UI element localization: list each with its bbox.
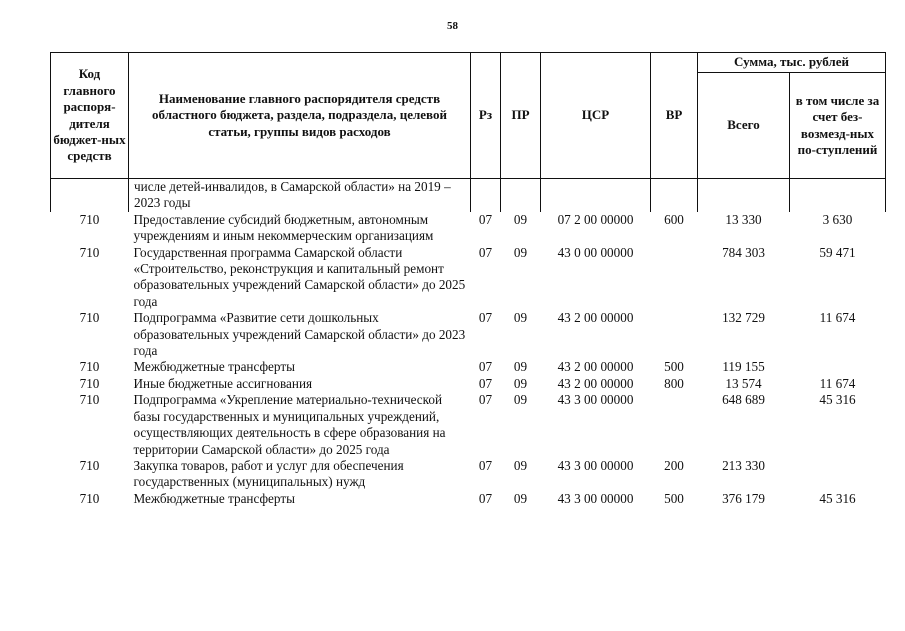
cell-gratuitous: 11 674 [819,310,856,326]
table-body [51,179,886,508]
table-row [51,458,886,491]
cell-gratuitous [790,458,886,491]
cell-vr: 200 [664,457,684,473]
col-header-sum: Сумма, тыс. рублей [698,53,886,73]
cell-rz: 07 [478,490,493,506]
col-header-name: Наименование главного распорядителя средств областного бюджета, раздела, подраздела, целевой статьи, группы видов расходов [129,53,471,179]
cell-gratuitous [790,179,886,212]
cell-total [698,179,790,212]
cell-name: Подпрограмма «Развитие сети дошкольных образовательных учреждений Самарской области» до 2023 года [133,310,466,359]
cell-total: 132 729 [722,310,765,326]
cell-pr: 09 [513,457,528,473]
cell-pr [501,179,541,212]
cell-pr: 09 [513,244,528,260]
cell-vr: 500 [664,359,684,375]
table-row [51,359,886,375]
cell-rz: 07 [478,457,493,473]
cell-rz: 07 [478,375,493,391]
cell-pr: 09 [513,359,528,375]
cell-pr: 09 [513,375,528,391]
cell-total: 119 155 [722,359,765,375]
cell-csr: 43 2 00 00000 [557,359,634,375]
cell-gratuitous: 45 316 [819,392,856,408]
cell-name: числе детей-инвалидов, в Самарской области» на 2019 – 2023 годы [129,179,471,212]
cell-csr: 43 2 00 00000 [557,310,634,326]
cell-code: 710 [79,392,100,408]
table-row [51,392,886,458]
cell-csr: 07 2 00 00000 [557,211,634,227]
cell-gratuitous: 45 316 [819,490,856,506]
cell-pr: 09 [513,490,528,506]
cell-total: 648 689 [722,392,765,408]
cell-gratuitous: 11 674 [819,375,856,391]
cell-rz: 07 [478,310,493,326]
col-header-csr: ЦСР [541,53,651,179]
budget-table [50,52,886,507]
table-row [51,179,886,212]
cell-csr: 43 2 00 00000 [557,375,634,391]
cell-name: Иные бюджетные ассигнования [133,375,313,391]
cell-rz: 07 [478,359,493,375]
col-header-total: Всего [698,73,790,179]
cell-code: 710 [79,310,100,326]
cell-code: 710 [79,457,100,473]
cell-code: 710 [79,359,100,375]
cell-rz: 07 [478,211,493,227]
cell-vr [651,245,698,311]
cell-pr: 09 [513,211,528,227]
table-row [51,310,886,359]
col-header-gratuitous: в том числе за счет без-возмезд-ных по-ступлений [790,73,886,179]
table-row [51,212,886,245]
table-row [51,491,886,507]
cell-total: 13 574 [725,375,762,391]
cell-total: 376 179 [722,490,765,506]
col-header-code: Код главного распоря-дителя бюджет-ных средств [51,53,129,179]
page-number: 58 [447,20,458,32]
table-row [51,245,886,311]
cell-gratuitous: 3 630 [822,211,853,227]
cell-vr [651,310,698,359]
cell-vr: 500 [664,490,684,506]
cell-code: 710 [79,211,100,227]
cell-code: 710 [79,490,100,506]
cell-total: 13 330 [725,211,762,227]
cell-pr: 09 [513,392,528,408]
cell-csr [541,179,651,212]
cell-code: 710 [79,375,100,391]
cell-name: Закупка товаров, работ и услуг для обеспечения государственных (муниципальных) нужд [133,457,404,490]
col-header-rz: Рз [471,53,501,179]
cell-vr [651,179,698,212]
cell-pr: 09 [513,310,528,326]
cell-code [51,179,129,212]
cell-gratuitous: 59 471 [819,244,856,260]
cell-name: Межбюджетные трансферты [133,490,295,506]
cell-csr: 43 3 00 00000 [557,457,634,473]
cell-csr: 43 3 00 00000 [557,490,634,506]
cell-rz [471,179,501,212]
cell-name: Государственная программа Самарской области «Строительство, реконструкция и капитальный ремонт образовательных учреждений Самарской области» до 2025 года [133,244,466,309]
cell-vr [651,392,698,458]
cell-name: Межбюджетные трансферты [133,359,295,375]
cell-rz: 07 [478,244,493,260]
table-row [51,376,886,392]
cell-vr: 800 [664,375,684,391]
cell-gratuitous [790,359,886,375]
col-header-vr: ВР [651,53,698,179]
cell-csr: 43 3 00 00000 [557,392,634,408]
cell-total: 213 330 [722,457,765,473]
cell-csr: 43 0 00 00000 [557,244,634,260]
cell-vr: 600 [664,211,684,227]
cell-code: 710 [79,244,100,260]
cell-name: Подпрограмма «Укрепление материально-технической базы государственных и муниципальных учреждений, осуществляющих деятельность в сфере образования на территории Самарской области» до 2025 года [133,392,446,457]
cell-name: Предоставление субсидий бюджетным, автономным учреждениям и иным некоммерческим организациям [133,211,434,244]
col-header-pr: ПР [501,53,541,179]
cell-total: 784 303 [722,244,765,260]
cell-rz: 07 [478,392,493,408]
